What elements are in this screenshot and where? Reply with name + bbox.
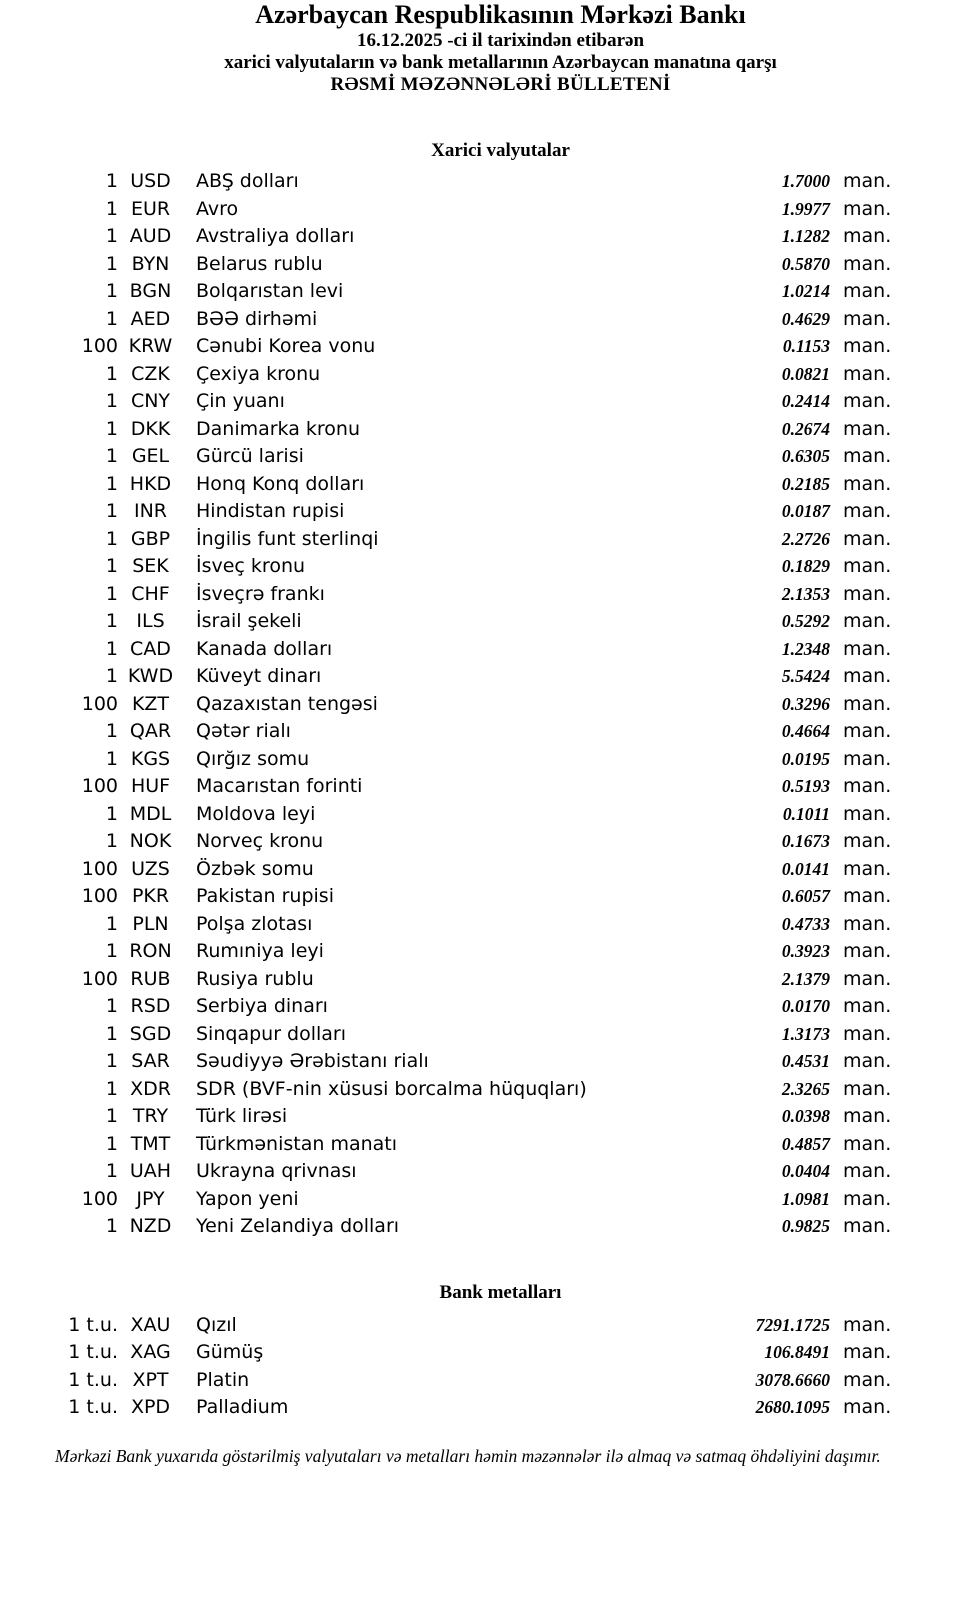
quantity-cell: 100 — [81, 692, 118, 715]
rate-row — [0, 1312, 893, 1340]
quantity-cell: 1 — [105, 445, 118, 467]
quantity-cell: 1 — [105, 417, 118, 440]
document-footer — [0, 1444, 963, 1468]
rate-row — [0, 196, 893, 224]
code-cell: XAU — [130, 1313, 171, 1336]
quantity-cell: 100 — [81, 885, 118, 907]
code-cell: SEK — [132, 555, 169, 577]
quantity-cell: 100 — [81, 335, 118, 357]
rate-value-cell: 0.1011 — [782, 803, 830, 824]
name-cell: Bolqarıstan levi — [196, 280, 344, 302]
code-cell: KGS — [130, 747, 171, 770]
currencies-section — [0, 140, 963, 1241]
quantity-cell: 1 — [105, 912, 118, 935]
code-cell: TRY — [132, 1105, 169, 1127]
rate-row — [0, 1048, 893, 1076]
quantity-cell: 1 — [105, 1050, 118, 1072]
code-cell: KZT — [131, 692, 170, 715]
quantity-cell: 1 — [105, 362, 118, 385]
unit-label-cell: man. — [843, 472, 892, 495]
unit-label-cell: man. — [843, 335, 892, 357]
rate-row — [0, 306, 893, 334]
quantity-cell: 100 — [81, 775, 118, 797]
code-cell: PLN — [132, 912, 169, 935]
unit-label-cell: man. — [843, 1215, 892, 1237]
name-cell: Palladium — [196, 1396, 289, 1418]
unit-label-cell: man. — [843, 417, 892, 440]
unit-label-cell: man. — [843, 307, 892, 330]
unit-label-cell: man. — [843, 1077, 892, 1100]
name-cell: Hindistan rupisi — [196, 500, 345, 522]
name-cell: Serbiya dinarı — [196, 995, 328, 1017]
rate-value-cell: 106.8491 — [764, 1342, 830, 1362]
rate-value-cell: 1.2348 — [781, 638, 830, 659]
quantity-cell: 100 — [81, 857, 118, 880]
quantity-cell: 1 t.u. — [68, 1341, 118, 1363]
rate-row — [0, 691, 893, 719]
rate-value-cell: 0.0404 — [781, 1161, 830, 1181]
quantity-cell: 1 — [105, 747, 118, 770]
rate-row — [0, 1076, 893, 1104]
subtitle-line: xarici valyutaların və bank metallarının Azərbaycan manatına qarşı — [224, 52, 777, 73]
unit-label-cell: man. — [843, 555, 892, 577]
name-cell: Cənubi Korea vonu — [196, 335, 376, 357]
code-cell: CAD — [130, 637, 171, 660]
rate-row — [0, 911, 893, 939]
name-cell: İsveçrə frankı — [196, 582, 325, 605]
name-cell: Qazaxıstan tengəsi — [196, 692, 378, 715]
rate-row — [0, 608, 893, 636]
name-cell: Belarus rublu — [196, 252, 323, 275]
unit-label-cell: man. — [843, 1160, 892, 1182]
rate-row — [0, 361, 893, 389]
code-cell: DKK — [130, 417, 171, 440]
rate-row — [0, 416, 893, 444]
unit-label-cell: man. — [843, 1132, 892, 1155]
unit-label-cell: man. — [843, 802, 892, 825]
document-header — [0, 0, 963, 96]
rate-value-cell: 1.0981 — [781, 1188, 830, 1209]
code-cell: SAR — [131, 1050, 170, 1072]
quantity-cell: 1 — [105, 830, 118, 852]
rate-value-cell: 0.2414 — [781, 391, 830, 411]
code-cell: AED — [130, 307, 171, 330]
effective-date-line: 16.12.2025 -ci il tarixindən etibarən — [356, 30, 645, 51]
code-cell: HKD — [129, 472, 172, 495]
rate-row — [0, 553, 893, 581]
name-cell: Küveyt dinarı — [196, 665, 322, 687]
quantity-cell: 1 — [105, 390, 118, 412]
quantity-cell: 1 — [105, 665, 118, 687]
code-cell: CZK — [131, 362, 170, 385]
rate-row — [0, 1186, 893, 1214]
rate-value-cell: 0.3296 — [781, 693, 830, 714]
rate-row — [0, 938, 893, 966]
rate-row — [0, 581, 893, 609]
unit-label-cell: man. — [843, 1313, 892, 1336]
rate-value-cell: 1.0214 — [781, 281, 830, 301]
rate-value-cell: 0.4629 — [781, 308, 830, 329]
quantity-cell: 1 — [105, 280, 118, 302]
unit-label-cell: man. — [843, 1050, 892, 1072]
bank-name-title: Azərbaycan Respublikasının Mərkəzi Bankı — [255, 0, 746, 29]
unit-label-cell: man. — [843, 527, 892, 550]
quantity-cell: 1 — [105, 720, 118, 742]
name-cell: İngilis funt sterlinqi — [196, 527, 379, 550]
unit-label-cell: man. — [843, 362, 892, 385]
name-cell: Sinqapur dolları — [196, 1022, 347, 1045]
rate-value-cell: 1.3173 — [781, 1023, 830, 1044]
rate-value-cell: 0.1829 — [781, 556, 830, 576]
code-cell: CNY — [130, 390, 171, 412]
metals-section-title: Bank metalları — [439, 1281, 562, 1303]
quantity-cell: 100 — [81, 1187, 118, 1210]
rate-row — [0, 251, 893, 279]
code-cell: XDR — [130, 1077, 171, 1100]
code-cell: GBP — [130, 527, 171, 550]
rate-row — [0, 828, 893, 856]
name-cell: Honq Konq dolları — [196, 472, 365, 495]
quantity-cell: 1 — [105, 1077, 118, 1100]
rate-row — [0, 471, 893, 499]
rate-row — [0, 498, 893, 526]
code-cell: EUR — [130, 197, 171, 220]
disclaimer-text: Mərkəzi Bank yuxarıda göstərilmiş valyutaları və metalları həmin məzənnələr ilə almaq və satmaq öhdəliyini daşımır. — [55, 1445, 881, 1466]
unit-label-cell: man. — [843, 390, 892, 412]
name-cell: Yapon yeni — [196, 1187, 299, 1210]
name-cell: Polşa zlotası — [196, 912, 313, 935]
name-cell: İsrail şekeli — [196, 610, 302, 632]
code-cell: XAG — [130, 1341, 171, 1363]
code-cell: QAR — [129, 720, 172, 742]
rate-row — [0, 1158, 893, 1186]
rate-value-cell: 0.6305 — [781, 446, 830, 466]
rate-value-cell: 2680.1095 — [755, 1397, 830, 1417]
code-cell: TMT — [130, 1132, 171, 1155]
name-cell: Qızıl — [196, 1313, 237, 1336]
rate-row — [0, 526, 893, 554]
code-cell: UZS — [131, 857, 170, 880]
name-cell: Türkmənistan manatı — [196, 1132, 398, 1155]
rate-value-cell: 1.1282 — [781, 226, 830, 246]
quantity-cell: 1 — [105, 802, 118, 825]
name-cell: Pakistan rupisi — [196, 885, 334, 907]
rate-row — [0, 223, 893, 251]
rate-value-cell: 5.5424 — [781, 666, 830, 686]
code-cell: JPY — [136, 1187, 165, 1210]
quantity-cell: 1 — [105, 527, 118, 550]
unit-label-cell: man. — [843, 912, 892, 935]
rate-value-cell: 0.9825 — [781, 1216, 830, 1236]
code-cell: KWD — [127, 665, 174, 687]
name-cell: Türk lirəsi — [196, 1105, 288, 1127]
rate-value-cell: 0.2185 — [781, 473, 830, 494]
rate-row — [0, 773, 893, 801]
quantity-cell: 1 — [105, 582, 118, 605]
name-cell: İsveç kronu — [196, 555, 306, 577]
rate-value-cell: 0.2674 — [781, 418, 830, 439]
code-cell: NOK — [129, 830, 172, 852]
code-cell: BYN — [131, 252, 170, 275]
rate-value-cell: 0.5292 — [781, 611, 830, 631]
name-cell: Qırğız somu — [196, 747, 310, 770]
code-cell: INR — [133, 500, 168, 522]
quantity-cell: 1 — [105, 1132, 118, 1155]
name-cell: ABŞ dolları — [196, 170, 299, 192]
code-cell: USD — [130, 170, 171, 192]
rate-row — [0, 278, 893, 306]
quantity-cell: 1 — [105, 1160, 118, 1182]
unit-label-cell: man. — [843, 885, 892, 907]
code-cell: AUD — [129, 225, 172, 247]
rate-row — [0, 1339, 893, 1367]
code-cell: RON — [129, 940, 172, 962]
rate-row — [0, 1131, 893, 1159]
rate-row — [0, 883, 893, 911]
unit-label-cell: man. — [843, 1105, 892, 1127]
code-cell: SGD — [129, 1022, 172, 1045]
metal-rate-table — [0, 1312, 893, 1422]
quantity-cell: 1 t.u. — [68, 1396, 118, 1418]
unit-label-cell: man. — [843, 967, 892, 990]
name-cell: Gürcü larisi — [196, 445, 304, 467]
quantity-cell: 1 — [105, 1022, 118, 1045]
rate-row — [0, 856, 893, 884]
quantity-cell: 1 — [105, 610, 118, 632]
rate-value-cell: 0.1153 — [782, 336, 830, 356]
unit-label-cell: man. — [843, 830, 892, 852]
name-cell: Rusiya rublu — [196, 967, 314, 990]
quantity-cell: 1 — [105, 637, 118, 660]
rate-value-cell: 2.2726 — [781, 528, 830, 549]
rate-value-cell: 0.0187 — [781, 501, 830, 521]
name-cell: Özbək somu — [196, 857, 314, 880]
rate-value-cell: 0.5193 — [781, 776, 830, 796]
name-cell: Kanada dolları — [196, 637, 333, 660]
quantity-cell: 1 — [105, 252, 118, 275]
currency-rate-table — [0, 168, 893, 1241]
rate-value-cell: 0.0195 — [781, 748, 830, 769]
rate-value-cell: 0.4857 — [781, 1133, 830, 1154]
name-cell: BƏƏ dirhəmi — [196, 307, 318, 330]
code-cell: XPD — [130, 1396, 171, 1418]
rate-row — [0, 388, 893, 416]
rate-row — [0, 636, 893, 664]
unit-label-cell: man. — [843, 1396, 892, 1418]
rate-row — [0, 801, 893, 829]
code-cell: RSD — [130, 995, 171, 1017]
name-cell: Avstraliya dolları — [196, 225, 355, 247]
unit-label-cell: man. — [843, 720, 892, 742]
rate-value-cell: 2.3265 — [781, 1078, 830, 1099]
code-cell: XPT — [132, 1368, 169, 1391]
rate-value-cell: 7291.1725 — [755, 1314, 830, 1335]
unit-label-cell: man. — [843, 445, 892, 467]
quantity-cell: 1 — [105, 197, 118, 220]
unit-label-cell: man. — [843, 280, 892, 302]
name-cell: Moldova leyi — [196, 802, 316, 825]
name-cell: Çin yuanı — [196, 390, 285, 412]
rate-row — [0, 663, 893, 691]
unit-label-cell: man. — [843, 610, 892, 632]
rate-row — [0, 1367, 893, 1395]
name-cell: Qətər rialı — [196, 720, 291, 742]
currencies-section-title: Xarici valyutalar — [431, 140, 570, 161]
name-cell: Çexiya kronu — [196, 362, 321, 385]
code-cell: GEL — [131, 445, 170, 467]
rate-row — [0, 1394, 893, 1422]
rate-value-cell: 0.1673 — [781, 831, 830, 851]
rate-row — [0, 966, 893, 994]
metals-section — [0, 1282, 963, 1422]
quantity-cell: 1 — [105, 225, 118, 247]
code-cell: KRW — [128, 335, 173, 357]
unit-label-cell: man. — [843, 1341, 892, 1363]
unit-label-cell: man. — [843, 170, 892, 192]
unit-label-cell: man. — [843, 582, 892, 605]
name-cell: Yeni Zelandiya dolları — [196, 1215, 400, 1237]
name-cell: Ukrayna qrivnası — [196, 1160, 357, 1182]
quantity-cell: 1 — [105, 1105, 118, 1127]
rate-value-cell: 0.0170 — [781, 996, 830, 1016]
rate-value-cell: 0.0141 — [781, 858, 830, 879]
unit-label-cell: man. — [843, 692, 892, 715]
quantity-cell: 1 — [105, 500, 118, 522]
code-cell: HUF — [130, 775, 171, 797]
quantity-cell: 1 — [105, 307, 118, 330]
unit-label-cell: man. — [843, 995, 892, 1017]
rate-row — [0, 1213, 893, 1241]
quantity-cell: 1 t.u. — [68, 1368, 118, 1391]
unit-label-cell: man. — [843, 1368, 892, 1391]
rate-value-cell: 0.0821 — [781, 363, 830, 384]
name-cell: Platin — [196, 1368, 250, 1391]
rate-row — [0, 1021, 893, 1049]
code-cell: MDL — [129, 802, 172, 825]
rate-value-cell: 0.5870 — [781, 253, 830, 274]
code-cell: BGN — [129, 280, 172, 302]
name-cell: SDR (BVF-nin xüsusi borcalma hüquqları) — [196, 1077, 587, 1100]
name-cell: Macarıstan forinti — [196, 775, 363, 797]
code-cell: CHF — [131, 582, 170, 605]
unit-label-cell: man. — [843, 1187, 892, 1210]
rate-value-cell: 1.9977 — [781, 198, 830, 219]
code-cell: NZD — [129, 1215, 172, 1237]
name-cell: Rumıniya leyi — [196, 940, 324, 962]
unit-label-cell: man. — [843, 225, 892, 247]
unit-label-cell: man. — [843, 747, 892, 770]
rate-value-cell: 0.0398 — [781, 1106, 830, 1126]
rate-value-cell: 1.7000 — [781, 171, 830, 191]
rate-value-cell: 2.1353 — [781, 583, 830, 604]
name-cell: Norveç kronu — [196, 830, 324, 852]
quantity-cell: 1 — [105, 472, 118, 495]
name-cell: Gümüş — [196, 1341, 264, 1363]
rate-value-cell: 2.1379 — [781, 968, 830, 989]
name-cell: Danimarka kronu — [196, 417, 361, 440]
rate-row — [0, 1103, 893, 1131]
unit-label-cell: man. — [843, 857, 892, 880]
unit-label-cell: man. — [843, 665, 892, 687]
unit-label-cell: man. — [843, 1022, 892, 1045]
rate-value-cell: 0.4733 — [781, 913, 830, 934]
quantity-cell: 100 — [81, 967, 118, 990]
quantity-cell: 1 — [105, 995, 118, 1017]
name-cell: Səudiyyə Ərəbistanı rialı — [196, 1050, 429, 1072]
rate-row — [0, 718, 893, 746]
code-cell: ILS — [136, 610, 165, 632]
unit-label-cell: man. — [843, 637, 892, 660]
bulletin-title: RƏSMİ MƏZƏNNƏLƏRİ BÜLLETENİ — [330, 74, 671, 95]
code-cell: UAH — [129, 1160, 172, 1182]
rate-row — [0, 168, 893, 196]
rate-value-cell: 0.3923 — [781, 941, 830, 961]
code-cell: RUB — [130, 967, 171, 990]
rate-value-cell: 0.4664 — [781, 721, 830, 741]
rate-row — [0, 333, 893, 361]
quantity-cell: 1 — [105, 555, 118, 577]
rate-value-cell: 3078.6660 — [755, 1369, 830, 1390]
quantity-cell: 1 — [105, 170, 118, 192]
quantity-cell: 1 — [105, 940, 118, 962]
rate-value-cell: 0.6057 — [781, 886, 830, 906]
rate-row — [0, 443, 893, 471]
name-cell: Avro — [196, 197, 239, 220]
quantity-cell: 1 t.u. — [68, 1313, 118, 1336]
rate-row — [0, 746, 893, 774]
unit-label-cell: man. — [843, 197, 892, 220]
unit-label-cell: man. — [843, 500, 892, 522]
rate-value-cell: 0.4531 — [781, 1051, 830, 1071]
rate-row — [0, 993, 893, 1021]
unit-label-cell: man. — [843, 775, 892, 797]
code-cell: PKR — [131, 885, 170, 907]
quantity-cell: 1 — [105, 1215, 118, 1237]
unit-label-cell: man. — [843, 252, 892, 275]
unit-label-cell: man. — [843, 940, 892, 962]
